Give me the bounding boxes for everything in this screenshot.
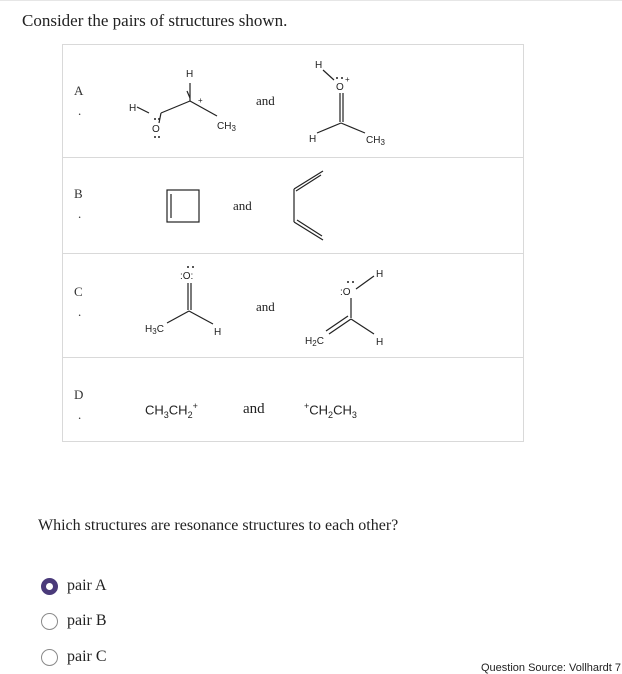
choice-pair-c[interactable]	[41, 648, 107, 666]
pair-dot-b: .	[78, 206, 82, 221]
pair-row-c	[63, 254, 523, 358]
pair-c-and: and	[256, 299, 275, 314]
a-left-oxygen: O	[152, 124, 160, 135]
choice-pair-b[interactable]	[41, 612, 107, 630]
pair-a-structures	[63, 45, 523, 158]
pair-dot-a: .	[78, 103, 82, 118]
pair-dot-d: .	[78, 407, 82, 422]
a-right-charge: +	[345, 75, 350, 84]
pair-letter-c: C	[74, 284, 83, 299]
structure-c-left-acetaldehyde	[145, 266, 221, 338]
c-right-h-top: H	[376, 269, 384, 280]
choice-label: pair A	[67, 577, 107, 594]
pair-letter-d: D	[74, 387, 84, 402]
pair-letter-a: A	[74, 83, 84, 98]
pair-c-structures	[63, 254, 523, 358]
choice-label: pair C	[67, 648, 107, 665]
pair-row-b	[63, 158, 523, 254]
a-left-charge: +	[198, 96, 203, 105]
top-divider	[0, 0, 622, 1]
a-right-ch3: $CH_3$	[366, 135, 385, 147]
a-right-oxygen: O	[336, 82, 344, 93]
structure-a-right	[309, 60, 385, 147]
structure-b-left-cyclobutene	[167, 190, 199, 222]
pair-d-and: and	[243, 401, 265, 417]
structure-d-right-ethyl-cation: $^+CH_2CH_3$	[304, 401, 357, 420]
pair-letter-b: B	[74, 186, 83, 201]
structure-a-left	[129, 69, 236, 138]
pair-a-and: and	[256, 93, 275, 108]
a-left-h-left: H	[129, 103, 137, 114]
a-left-h-top: H	[186, 69, 194, 80]
radio-selected-icon[interactable]	[41, 578, 58, 595]
structure-d-left-ethyl-cation: $CH_3CH_2^+$	[145, 401, 198, 420]
question-prompt: Which structures are resonance structures to each other?	[38, 517, 399, 534]
c-left-h: H	[214, 327, 222, 338]
a-left-ch3: $CH_3$	[217, 121, 236, 133]
structure-c-right-enol	[305, 269, 383, 348]
c-right-oxygen: :O	[340, 287, 351, 298]
pair-b-structures	[63, 158, 523, 254]
c-right-h: H	[376, 337, 384, 348]
question-source: Question Source: Vollhardt 7	[481, 662, 622, 674]
a-right-h-top: H	[315, 60, 323, 71]
pair-dot-c: .	[78, 304, 82, 319]
pair-row-d	[63, 358, 523, 442]
choice-label: pair B	[67, 612, 107, 629]
c-left-oxygen: :O:	[180, 271, 194, 282]
radio-unselected-icon[interactable]	[41, 613, 58, 630]
radio-unselected-icon[interactable]	[41, 649, 58, 666]
c-right-h2c: $H_2C$	[305, 336, 324, 348]
a-right-h-left: H	[309, 134, 317, 145]
c-left-h3c: $H_3C$	[145, 324, 164, 336]
pair-row-a	[63, 45, 523, 158]
choice-pair-a[interactable]	[41, 577, 107, 595]
question-title: Consider the pairs of structures shown.	[22, 11, 288, 30]
structure-pairs-table	[62, 44, 524, 442]
structure-b-right-butadiene	[294, 171, 323, 240]
pair-b-and: and	[233, 198, 252, 213]
